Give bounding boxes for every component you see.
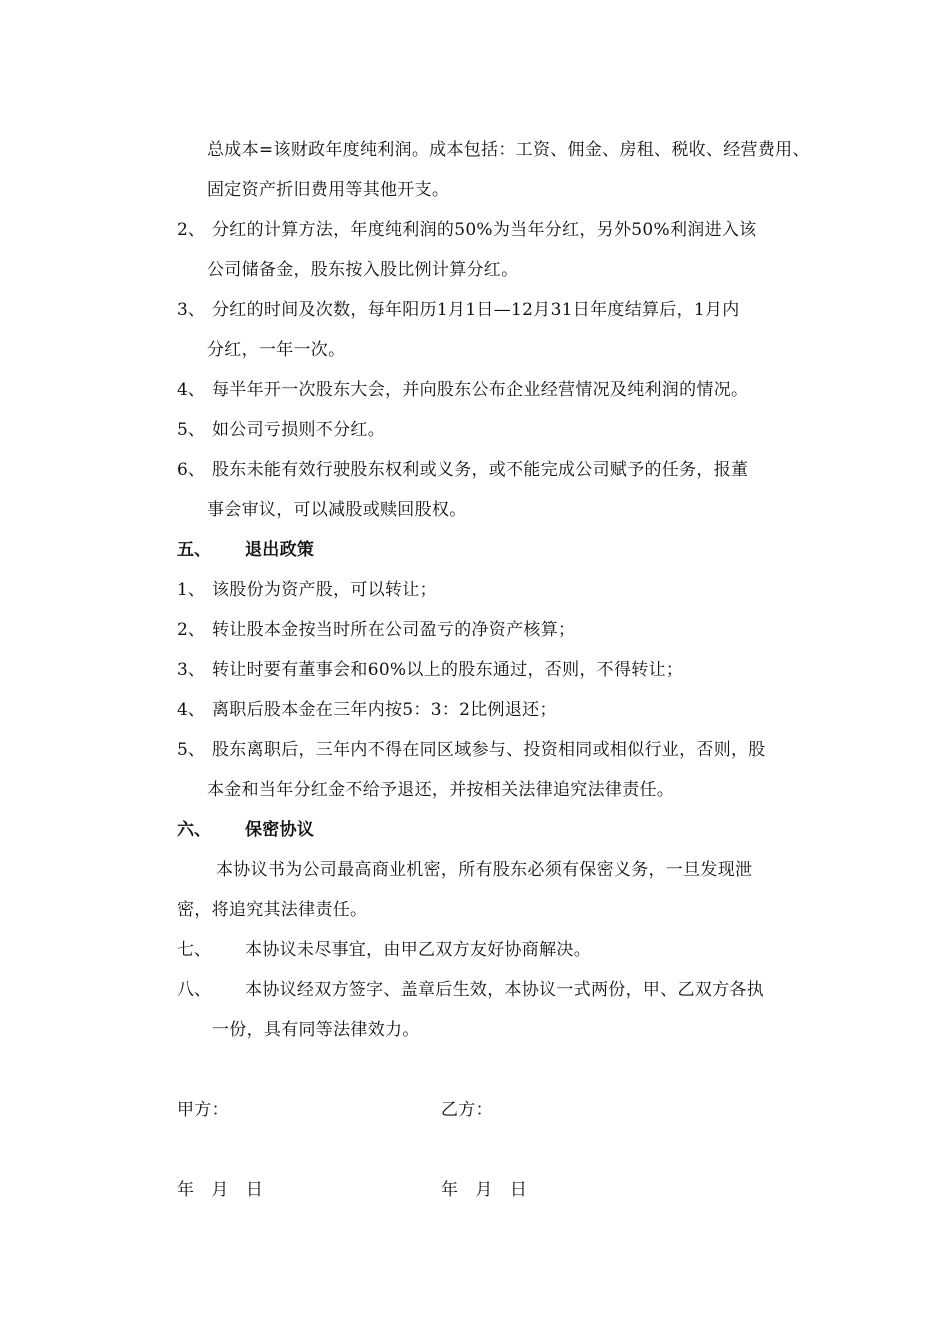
list-item-number: 5、: [177, 420, 205, 440]
list-item-number: 4、: [177, 700, 205, 720]
dividend-cont-line-2: 固定资产折旧费用等其他开支。: [207, 180, 450, 200]
party-a-label: 甲方：: [177, 1100, 229, 1120]
list-item-number: 1、: [177, 580, 205, 600]
list-item-number: 6、: [177, 460, 205, 480]
clause-7-text: 本协议未尽事宜，由甲乙双方友好协商解决。: [245, 940, 591, 960]
section-number: 七、: [177, 940, 211, 960]
party-b-date: 年 月 日: [441, 1180, 528, 1200]
list-item-text-cont: 分红，一年一次。: [207, 340, 346, 360]
list-item-number: 2、: [177, 220, 205, 240]
clause-8-text-cont: 一份，具有同等法律效力。: [212, 1020, 420, 1040]
list-item-text: 转让时要有董事会和60%以上的股东通过，否则，不得转让；: [212, 660, 684, 680]
list-item-number: 2、: [177, 620, 205, 640]
list-item-text: 如公司亏损则不分红。: [212, 420, 385, 440]
list-item-text-cont: 事会审议，可以减股或赎回股权。: [207, 500, 467, 520]
secrecy-paragraph-line-2: 密，将追究其法律责任。: [177, 900, 368, 920]
party-b-label: 乙方：: [441, 1100, 493, 1120]
section-number: 六、: [177, 820, 211, 840]
list-item-number: 3、: [177, 300, 205, 320]
section-heading-exit: 退出政策: [245, 540, 315, 560]
list-item-text: 离职后股本金在三年内按5：3：2比例退还；: [212, 700, 557, 720]
list-item-text: 分红的时间及次数，每年阳历1月1日—12月31日年度结算后，1月内: [212, 300, 740, 320]
list-item-text: 股东未能有效行驶股东权利或义务，或不能完成公司赋予的任务，报董: [212, 460, 749, 480]
section-number: 五、: [177, 540, 211, 560]
list-item-number: 3、: [177, 660, 205, 680]
section-heading-secrecy: 保密协议: [245, 820, 315, 840]
list-item-text: 该股份为资产股，可以转让；: [212, 580, 437, 600]
list-item-text: 每半年开一次股东大会，并向股东公布企业经营情况及纯利润的情况。: [212, 380, 749, 400]
list-item-text-cont: 公司储备金，股东按入股比例计算分红。: [207, 260, 519, 280]
section-number: 八、: [177, 980, 211, 1000]
list-item-number: 5、: [177, 740, 205, 760]
secrecy-paragraph-line-1: 本协议书为公司最高商业机密，所有股东必须有保密义务，一旦发现泄: [216, 860, 753, 880]
party-a-date: 年 月 日: [177, 1180, 264, 1200]
list-item-text: 分红的计算方法，年度纯利润的50%为当年分红，另外50%利润进入该: [212, 220, 757, 240]
clause-8-text: 本协议经双方签字、盖章后生效，本协议一式两份，甲、乙双方各执: [245, 980, 764, 1000]
dividend-cont-line-1: 总成本=该财政年度纯利润。成本包括：工资、佣金、房租、税收、经营费用、: [207, 140, 810, 160]
list-item-text: 股东离职后，三年内不得在同区域参与、投资相同或相似行业，否则，股: [212, 740, 766, 760]
list-item-text-cont: 本金和当年分红金不给予退还，并按相关法律追究法律责任。: [207, 780, 675, 800]
list-item-text: 转让股本金按当时所在公司盈亏的净资产核算；: [212, 620, 576, 640]
list-item-number: 4、: [177, 380, 205, 400]
